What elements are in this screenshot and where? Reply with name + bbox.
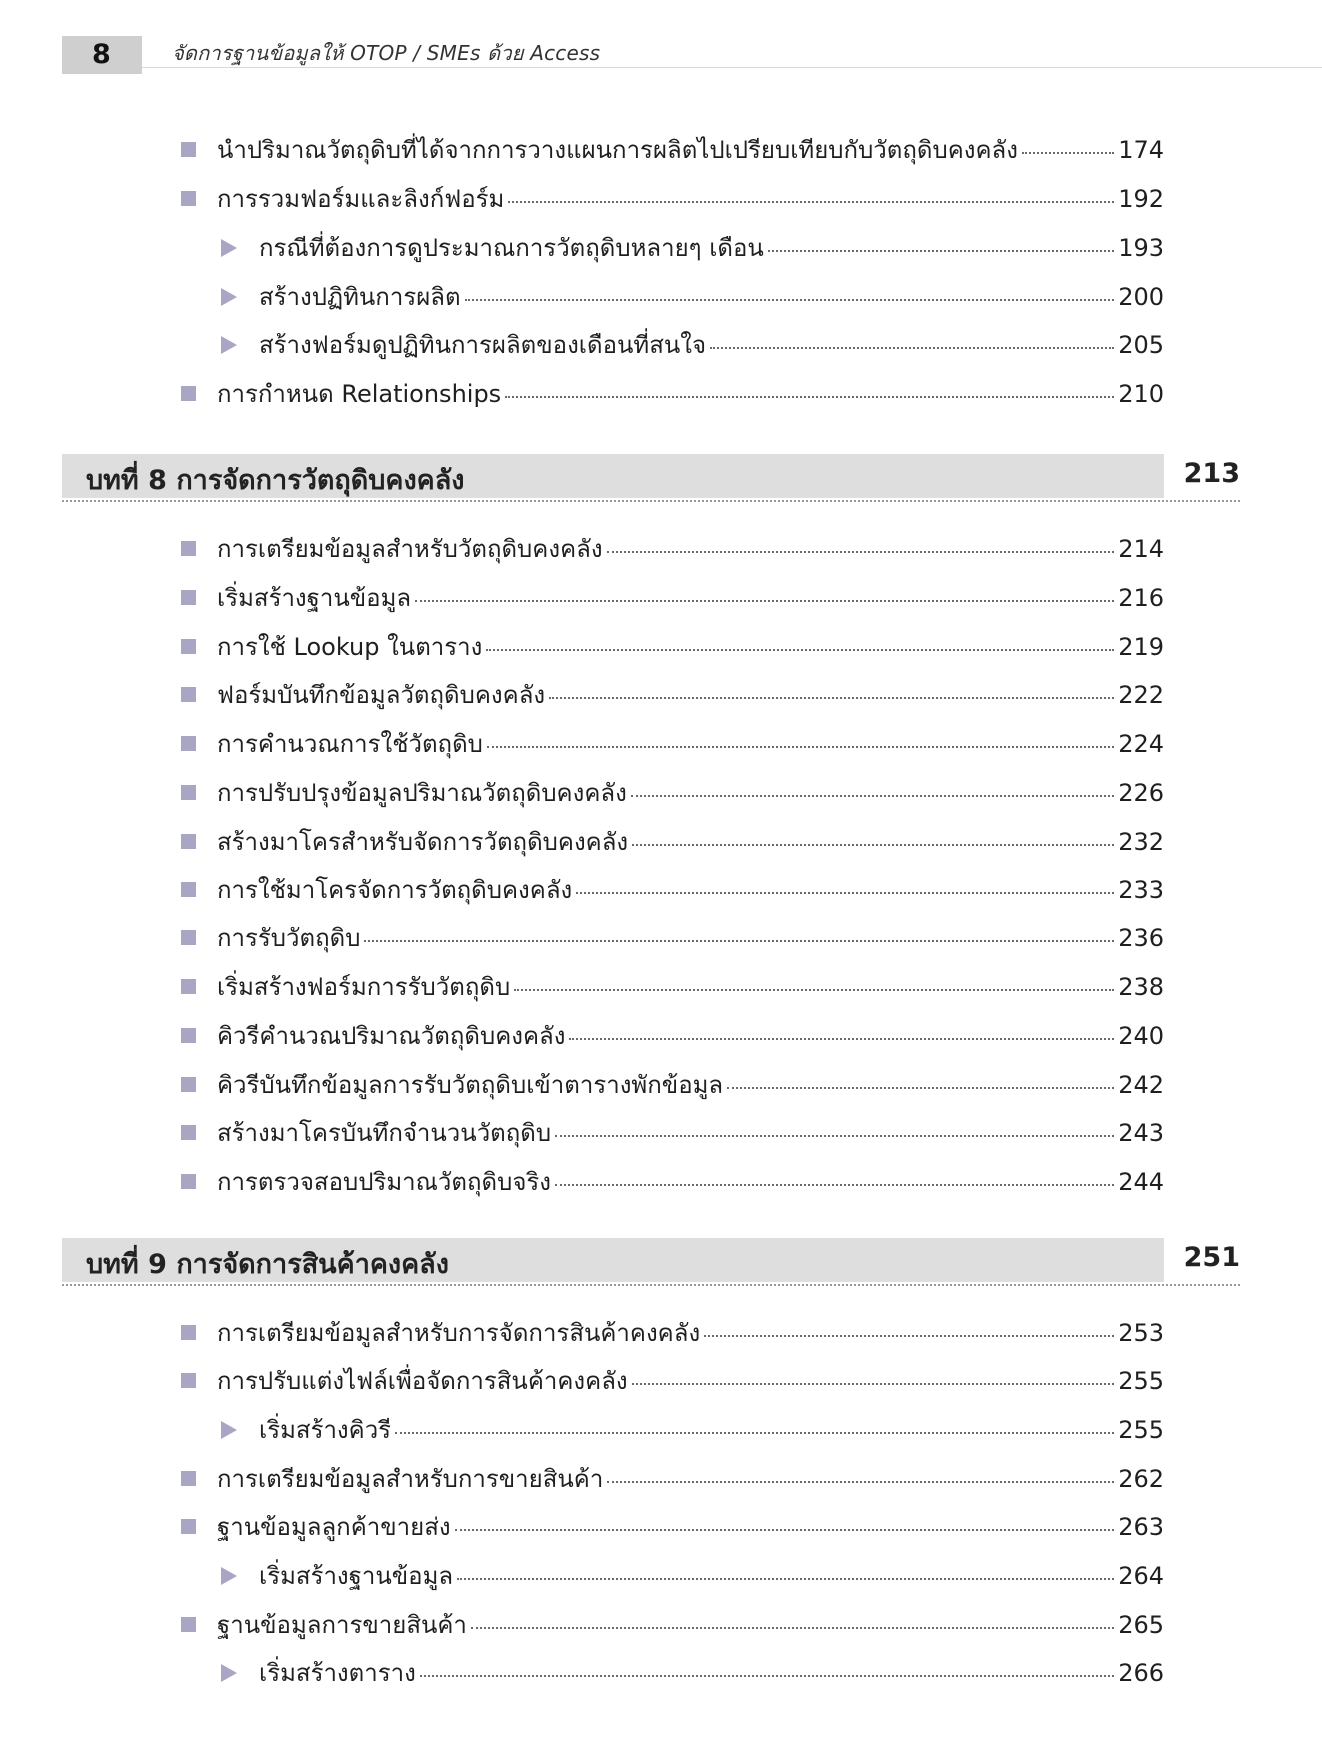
- triangle-bullet-icon: [221, 1421, 237, 1439]
- toc-entry-title: เริ่มสร้างฐานข้อมูล: [217, 584, 412, 612]
- chapter-page: 251: [1183, 1242, 1240, 1273]
- dot-leader: [607, 551, 1115, 553]
- toc-entry-page: 216: [1118, 584, 1164, 612]
- toc-entry-page: 193: [1118, 234, 1164, 262]
- toc-entry[interactable]: [181, 1162, 1164, 1201]
- square-bullet-icon: [181, 1519, 196, 1534]
- toc-entry-title: สร้างมาโครบันทึกจำนวนวัตถุดิบ: [217, 1119, 552, 1147]
- toc-subentry[interactable]: [221, 1556, 1164, 1595]
- toc-entry-title: การกำหนด Relationships: [217, 380, 502, 408]
- dot-leader: [415, 600, 1114, 602]
- dot-leader: [471, 1627, 1114, 1629]
- chapter-dotted-rule: [62, 500, 1240, 502]
- toc-entry[interactable]: [181, 130, 1164, 169]
- toc-entry-title: เริ่มสร้างคิวรี: [259, 1416, 392, 1444]
- toc-entry-page: 233: [1118, 876, 1164, 904]
- toc-entry[interactable]: [181, 1065, 1164, 1104]
- square-bullet-icon: [181, 834, 196, 849]
- square-bullet-icon: [181, 736, 196, 751]
- toc-entry-page: 253: [1118, 1319, 1164, 1347]
- toc-entry-page: 224: [1118, 730, 1164, 758]
- toc-entry[interactable]: [181, 1113, 1164, 1152]
- square-bullet-icon: [181, 191, 196, 206]
- toc-entry-title: การเตรียมข้อมูลสำหรับการจัดการสินค้าคงคลัง: [217, 1319, 701, 1347]
- dot-leader: [486, 649, 1114, 651]
- toc-entry-title: การตรวจสอบปริมาณวัตถุดิบจริง: [217, 1168, 551, 1196]
- chapter-heading[interactable]: [62, 454, 1240, 504]
- square-bullet-icon: [181, 1325, 196, 1340]
- toc-entry-title: การใช้มาโครจัดการวัตถุดิบคงคลัง: [217, 876, 573, 904]
- dot-leader: [569, 1038, 1114, 1040]
- toc-entry[interactable]: [181, 374, 1164, 413]
- page-number: 8: [62, 36, 142, 74]
- toc-entry-title: กรณีที่ต้องการดูประมาณการวัตถุดิบหลายๆ เดือน: [259, 234, 764, 262]
- square-bullet-icon: [181, 1174, 196, 1189]
- toc-entry-page: 210: [1118, 380, 1164, 408]
- square-bullet-icon: [181, 142, 196, 157]
- toc-entry-title: นำปริมาณวัตถุดิบที่ได้จากการวางแผนการผลิตไปเปรียบเทียบกับวัตถุดิบคงคลัง: [217, 136, 1018, 164]
- toc-entry[interactable]: [181, 1313, 1164, 1352]
- toc-entry-page: 265: [1118, 1611, 1164, 1639]
- square-bullet-icon: [181, 979, 196, 994]
- toc-entry-title: สร้างมาโครสำหรับจัดการวัตถุดิบคงคลัง: [217, 828, 629, 856]
- toc-entry[interactable]: [181, 1605, 1164, 1644]
- toc-subentry[interactable]: [221, 1653, 1164, 1692]
- chapter-page: 213: [1183, 458, 1240, 489]
- toc-subentry[interactable]: [221, 228, 1164, 267]
- triangle-bullet-icon: [221, 288, 237, 306]
- toc-entry-title: คิวรีคำนวณปริมาณวัตถุดิบคงคลัง: [217, 1022, 566, 1050]
- toc-entry-title: การปรับปรุงข้อมูลปริมาณวัตถุดิบคงคลัง: [217, 779, 627, 807]
- toc-entry[interactable]: [181, 773, 1164, 812]
- toc-subentry[interactable]: [221, 325, 1164, 364]
- toc-entry-page: 222: [1118, 681, 1164, 709]
- toc-entry[interactable]: [181, 1507, 1164, 1546]
- square-bullet-icon: [181, 1028, 196, 1043]
- page-header: [0, 0, 1322, 80]
- toc-entry-page: 236: [1118, 924, 1164, 952]
- chapter-title: บทที่ 8 การจัดการวัตถุดิบคงคลัง: [86, 465, 465, 496]
- toc-entry-title: ฐานข้อมูลการขายสินค้า: [217, 1611, 467, 1639]
- square-bullet-icon: [181, 541, 196, 556]
- triangle-bullet-icon: [221, 239, 237, 257]
- dot-leader: [768, 250, 1114, 252]
- toc-entry-title: การคำนวณการใช้วัตถุดิบ: [217, 730, 483, 758]
- toc-entry-page: 219: [1118, 633, 1164, 661]
- square-bullet-icon: [181, 590, 196, 605]
- triangle-bullet-icon: [221, 1567, 237, 1585]
- toc-entry-title: สร้างฟอร์มดูปฏิทินการผลิตของเดือนที่สนใจ: [259, 331, 707, 359]
- toc-entry-title: เริ่มสร้างฟอร์มการรับวัตถุดิบ: [217, 973, 511, 1001]
- dot-leader: [555, 1184, 1114, 1186]
- toc-entry[interactable]: [181, 675, 1164, 714]
- toc-entry-title: เริ่มสร้างตาราง: [259, 1659, 416, 1687]
- dot-leader: [508, 201, 1114, 203]
- dot-leader: [710, 347, 1114, 349]
- toc-entry-page: 255: [1118, 1367, 1164, 1395]
- chapter-heading[interactable]: [62, 1238, 1240, 1288]
- dot-leader: [576, 892, 1114, 894]
- dot-leader: [364, 940, 1114, 942]
- square-bullet-icon: [181, 1617, 196, 1632]
- toc-entry-title: การปรับแต่งไฟล์เพื่อจัดการสินค้าคงคลัง: [217, 1367, 628, 1395]
- toc-entry[interactable]: [181, 1459, 1164, 1498]
- triangle-bullet-icon: [221, 1664, 237, 1682]
- toc-entry[interactable]: [181, 870, 1164, 909]
- dot-leader: [632, 1383, 1115, 1385]
- square-bullet-icon: [181, 1373, 196, 1388]
- toc-subentry[interactable]: [221, 1410, 1164, 1449]
- toc-entry-page: 205: [1118, 331, 1164, 359]
- dot-leader: [395, 1432, 1114, 1434]
- toc-entry-page: 263: [1118, 1513, 1164, 1541]
- dot-leader: [420, 1675, 1114, 1677]
- dot-leader: [631, 795, 1114, 797]
- dot-leader: [555, 1135, 1114, 1137]
- toc-entry-page: 244: [1118, 1168, 1164, 1196]
- dot-leader: [514, 989, 1114, 991]
- toc-entry[interactable]: [181, 822, 1164, 861]
- toc-entry[interactable]: [181, 967, 1164, 1006]
- toc-entry[interactable]: [181, 918, 1164, 957]
- dot-leader: [455, 1529, 1115, 1531]
- toc-entry-title: การเตรียมข้อมูลสำหรับการขายสินค้า: [217, 1465, 604, 1493]
- toc-entry[interactable]: [181, 724, 1164, 763]
- toc-entry-page: 262: [1118, 1465, 1164, 1493]
- square-bullet-icon: [181, 785, 196, 800]
- dot-leader: [727, 1087, 1114, 1089]
- square-bullet-icon: [181, 882, 196, 897]
- toc-entry-title: ฐานข้อมูลลูกค้าขายส่ง: [217, 1513, 451, 1541]
- triangle-bullet-icon: [221, 336, 237, 354]
- toc-entry[interactable]: [181, 179, 1164, 218]
- chapter-title: บทที่ 9 การจัดการสินค้าคงคลัง: [86, 1249, 449, 1280]
- toc-entry-page: 232: [1118, 828, 1164, 856]
- toc-entry-title: การรวมฟอร์มและลิงก์ฟอร์ม: [217, 185, 505, 213]
- toc-entry-page: 174: [1118, 136, 1164, 164]
- dot-leader: [704, 1335, 1114, 1337]
- toc-entry-title: คิวรีบันทึกข้อมูลการรับวัตถุดิบเข้าตารางพักข้อมูล: [217, 1071, 724, 1099]
- square-bullet-icon: [181, 1125, 196, 1140]
- toc-entry-title: การเตรียมข้อมูลสำหรับวัตถุดิบคงคลัง: [217, 535, 603, 563]
- toc-entry-page: 243: [1118, 1119, 1164, 1147]
- toc-entry-title: เริ่มสร้างฐานข้อมูล: [259, 1562, 454, 1590]
- toc-entry-title: การใช้ Lookup ในตาราง: [217, 633, 483, 661]
- square-bullet-icon: [181, 1471, 196, 1486]
- toc-entry-page: 242: [1118, 1071, 1164, 1099]
- toc-entry-page: 200: [1118, 283, 1164, 311]
- dot-leader: [549, 697, 1114, 699]
- toc-entry-page: 192: [1118, 185, 1164, 213]
- dot-leader: [505, 396, 1114, 398]
- toc-entry[interactable]: [181, 627, 1164, 666]
- dot-leader: [465, 299, 1115, 301]
- toc-entry[interactable]: [181, 578, 1164, 617]
- square-bullet-icon: [181, 386, 196, 401]
- toc-entry[interactable]: [181, 1016, 1164, 1055]
- toc-subentry[interactable]: [221, 277, 1164, 316]
- square-bullet-icon: [181, 687, 196, 702]
- dot-leader: [457, 1578, 1114, 1580]
- toc-entry[interactable]: [181, 1361, 1164, 1400]
- header-rule: [142, 67, 1322, 68]
- square-bullet-icon: [181, 1077, 196, 1092]
- dot-leader: [1022, 152, 1114, 154]
- toc-entry-page: 264: [1118, 1562, 1164, 1590]
- dot-leader: [487, 746, 1114, 748]
- running-head: จัดการฐานข้อมูลให้ OTOP / SMEs ด้วย Access: [172, 41, 601, 65]
- dot-leader: [607, 1481, 1114, 1483]
- toc-entry-page: 266: [1118, 1659, 1164, 1687]
- dot-leader: [632, 844, 1114, 846]
- chapter-dotted-rule: [62, 1284, 1240, 1286]
- toc-entry-title: สร้างปฏิทินการผลิต: [259, 283, 461, 311]
- square-bullet-icon: [181, 930, 196, 945]
- toc-entry-page: 214: [1118, 535, 1164, 563]
- toc-entry-title: การรับวัตถุดิบ: [217, 924, 361, 952]
- toc-entry-page: 240: [1118, 1022, 1164, 1050]
- toc-entry-title: ฟอร์มบันทึกข้อมูลวัตถุดิบคงคลัง: [217, 681, 546, 709]
- toc-entry[interactable]: [181, 529, 1164, 568]
- toc-entry-page: 238: [1118, 973, 1164, 1001]
- toc-entry-page: 226: [1118, 779, 1164, 807]
- toc-entry-page: 255: [1118, 1416, 1164, 1444]
- square-bullet-icon: [181, 639, 196, 654]
